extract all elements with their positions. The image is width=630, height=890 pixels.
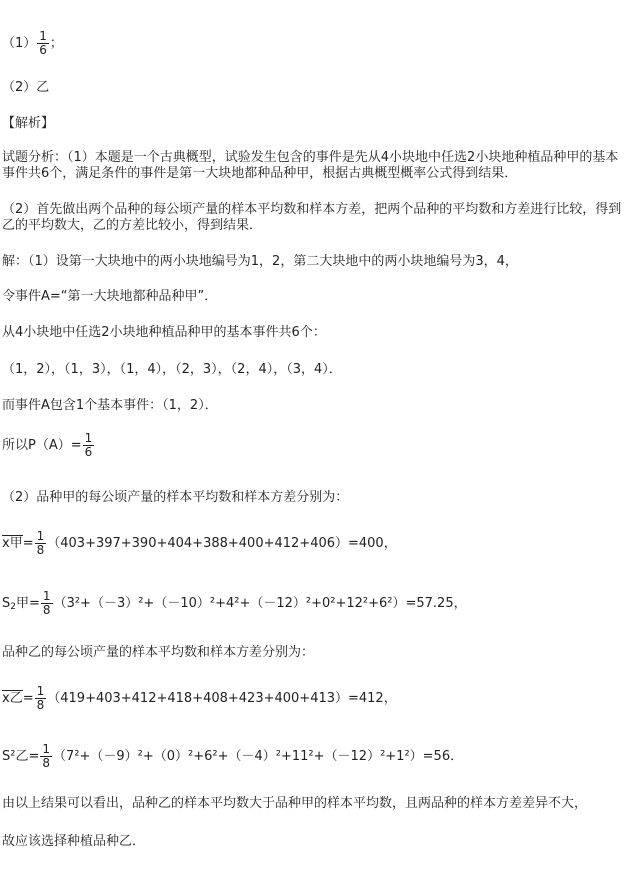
variance-a-label: $S_2$甲 xyxy=(2,596,30,612)
conclusion-line-2: 故应该选择种植品种乙． xyxy=(2,834,146,849)
solution-line-2: 令事件A=“第一大块地都种品种甲”． xyxy=(2,289,218,304)
mean-a-equation: x甲= $\frac{1}{8}$ （403+397+390+404+388+400+412+406）=400， xyxy=(2,529,397,557)
variance-a-fraction: $\frac{1}{8}$ xyxy=(42,589,51,617)
summary-paragraph-1: 试题分析：（1）本题是一个古典概型，试验发生包含的事件是先从4小块地中任选2小块地种植品种甲的基本事件共6个，满足条件的事件是第一大块地都种品种甲，根据古典概型概率公式得到结果． xyxy=(2,150,619,181)
variance-b-equation: S²乙= $\frac{1}{8}$ （7²+（－9）²+（0）²+6²+（－4）²+11²+（－12）²+1²）=56． xyxy=(2,742,464,770)
mean-a-label: x甲 xyxy=(2,536,23,551)
variance-b-label: S²乙 xyxy=(2,749,29,764)
mean-a-fraction: $\frac{1}{8}$ xyxy=(36,529,45,557)
variance-b-expression: （7²+（－9）²+（0）²+6²+（－4）²+11²+（－12）²+1²）=56． xyxy=(53,749,464,764)
probability-result xyxy=(2,432,95,459)
solution-line-1: 解：（1）设第一大块地中的两小块地编号为1，2，第二大块地中的两小块地编号为3，4， xyxy=(2,254,518,269)
answer-1-suffix: ； xyxy=(49,36,63,51)
conclusion-line-1: 由以上结果可以看出，品种乙的样本平均数大于品种甲的样本平均数，且两品种的样本方差差异不大， xyxy=(2,796,588,811)
probability-prefix: 所以P（A）= xyxy=(2,438,82,453)
summary-paragraph-2: （2）首先做出两个品种的每公顷产量的样本平均数和样本方差，把两个品种的平均数和方差进行比较，得到乙的平均数大，乙的方差比较小，得到结果． xyxy=(2,202,622,233)
analysis-heading: 【解析】 xyxy=(2,116,55,131)
mean-b-label: x乙 xyxy=(2,691,23,706)
variance-a-expression: （3²+（－3）²+（－10）²+4²+（－12）²+0²+12²+6²）=57.25， xyxy=(53,596,467,611)
solution-line-3: 从4小块地中任选2小块地种植品种甲的基本事件共6个： xyxy=(2,325,326,340)
solution-line-8: 品种乙的每公顷产量的样本平均数和样本方差分别为： xyxy=(2,645,315,660)
mean-a-expression: （403+397+390+404+388+400+412+406）=400， xyxy=(47,536,397,551)
variance-b-fraction: $\frac{1}{8}$ xyxy=(42,742,51,770)
mean-b-expression: （419+403+412+418+408+423+400+413）=412， xyxy=(47,691,397,706)
solution-line-7: （2）品种甲的每公顷产量的样本平均数和样本方差分别为： xyxy=(2,490,349,505)
probability-fraction: $\frac{1}{6}$ xyxy=(84,431,93,459)
answer-1-fraction: $\frac{1}{6}$ xyxy=(39,29,47,57)
mean-b-fraction: $\frac{1}{8}$ xyxy=(36,684,45,712)
solution-line-5: 而事件A包含1个基本事件：（1，2）． xyxy=(2,398,218,413)
variance-a-equation: $S_2$甲= $\frac{1}{8}$ （3²+（－3）²+（－10）²+4²+（－12）²+0²+12²+6²）=57.25， xyxy=(2,589,467,617)
answer-2: （2）乙 xyxy=(2,80,50,95)
mean-b-equation: x乙= $\frac{1}{8}$ （419+403+412+418+408+423+400+413）=412， xyxy=(2,684,397,712)
solution-line-4: （1，2），（1，3），（1，4），（2，3），（2，4），（3，4）． xyxy=(2,362,342,377)
answer-1 xyxy=(2,30,63,57)
answer-1-prefix: （1） xyxy=(2,36,37,51)
